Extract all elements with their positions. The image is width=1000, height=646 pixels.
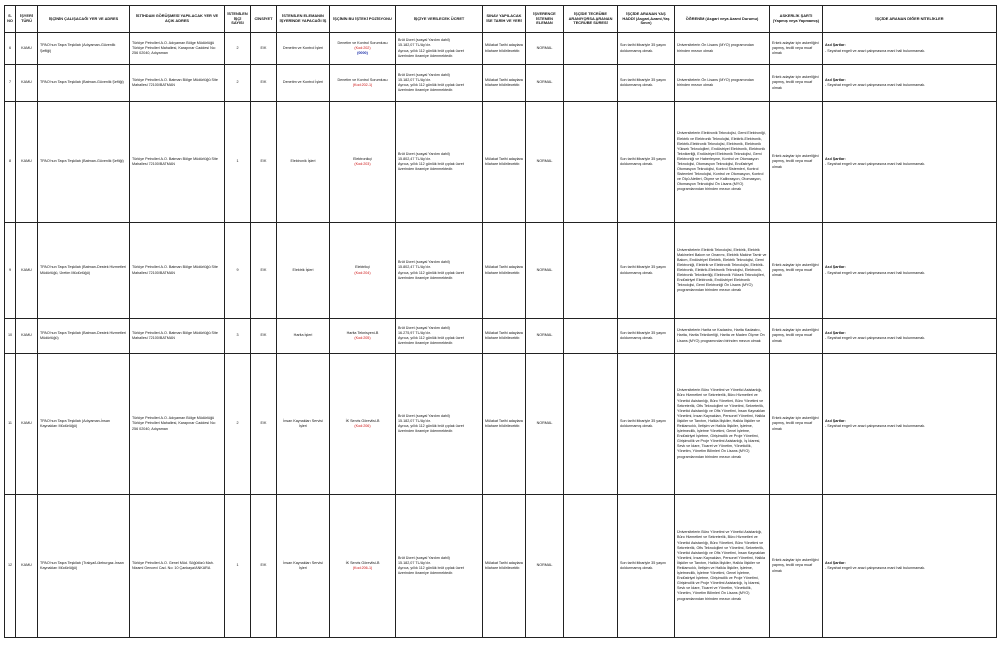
cell-wage (396, 102, 483, 223)
cell-no: 12 (5, 495, 16, 638)
cell-military: Erkek adaylar için askerliğini yapmış, tecilli veya muaf olmak (770, 65, 823, 102)
cell-count: 1 (225, 495, 251, 638)
cell-experience (564, 495, 618, 638)
other-title: Asıl Şartlar: (825, 43, 846, 48)
other-title: Asıl Şartlar: (825, 265, 846, 270)
wage-text: Brüt Ücret (sosyal Yardım dahil) 15.802,47 TL/Ay'dır. Ayrıca, yıllık 112 günlük brüt çıplak ücret üzerinden ikramiye ödenmektedir. (398, 151, 464, 172)
table-row (5, 65, 997, 102)
header-cell-interview: İSTİHDAM GÖRÜŞMESİ YAPILACAK YER VE AÇIK ADRES (130, 6, 225, 33)
wage-text: Brüt Ücret (sosyal Yardım dahil) 15.182,07 TL/Ay'dır. Ayrıca, yıllık 112 günlük brüt çıplak ücret üzerinden ikramiye ödenmektedir. (398, 555, 464, 576)
position-code: (Kod:203) (354, 162, 371, 166)
wage-text: Brüt Ücret (sosyal Yardım dahil) 15.802,47 TL/Ay'dır. Ayrıca, yıllık 112 günlük brüt çıplak ücret üzerinden ikramiye ödenmektedir. (398, 260, 464, 280)
cell-type: KAMU (16, 65, 38, 102)
cell-demand: NORMAL (526, 319, 564, 354)
cell-demand: NORMAL (526, 223, 564, 319)
header-cell-education: ÖĞRENİM (Asgari veya Azami Durumu) (675, 6, 770, 33)
cell-job: Elektronik İşleri (277, 102, 330, 223)
table-row (5, 223, 997, 319)
cell-job: Elektrik İşleri (277, 223, 330, 319)
cell-position (330, 65, 396, 102)
cell-workplace: TPAO'nun Taşra Teşkilatı (Trakya/Lüleburgaz-İnsan Kaynakları Müdürlüğü) (38, 495, 130, 638)
cell-position (330, 223, 396, 319)
position-code: (Kod:202) (354, 45, 371, 50)
cell-experience (564, 223, 618, 319)
interview-address: Türkiye Petrolleri A.O. Batman Bölge Müdürlüğü Site Mahallesi 72100/BATMAN (132, 77, 218, 87)
cell-age: Son tarihi itibariyle 35 yaşını doldurmamış olmak. (618, 495, 675, 638)
header-cell-exam: SINAV YAPILACAK İSE TARİH VE YERİ (483, 6, 526, 33)
cell-other (823, 102, 997, 223)
cell-type: KAMU (16, 354, 38, 495)
cell-exam: Mülakat Tarihi adaylara bilahare bildirilecektir. (483, 495, 526, 638)
job-listing-table (4, 5, 997, 638)
header-cell-gender: CİNSİYET (251, 6, 277, 33)
position-title: Denetim ve Kontrol Sorumlusu (337, 77, 388, 82)
cell-age: Son tarihi itibariyle 35 yaşını doldurmamış olmak. (618, 65, 675, 102)
interview-address: Türkiye Petrolleri A.O. Batman Bölge Müdürlüğü Site Mahallesi 72100/BATMAN (132, 265, 218, 275)
cell-experience (564, 65, 618, 102)
cell-no: 9 (5, 223, 16, 319)
header-cell-workplace: İŞÇİNİN ÇALIŞACAĞI YER VE ADRES (38, 6, 130, 33)
header-cell-wage: İŞÇİYE VERİLECEK ÜCRET (396, 6, 483, 33)
cell-wage (396, 223, 483, 319)
position-code: (Kod:204) (354, 270, 371, 275)
header-cell-demand: İŞVERENCE İSTENEN ELEMAN (526, 6, 564, 33)
cell-count: 2 (225, 354, 251, 495)
cell-job: Denetim ve Kontrol İşleri (277, 33, 330, 65)
interview-address: Türkiye Petrolleri A.O. Adıyaman Bölge Müdürlüğü Türkiye Petrolleri Mahallesi, Karapınar Caddesi No: 256 02040, Adıyaman (132, 40, 216, 56)
position-title: Denetim ve Kontrol Sorumlusu (337, 40, 388, 45)
cell-military: Erkek adaylar için askerliğini yapmış, tecilli veya muaf olmak (770, 354, 823, 495)
cell-military: Erkek adaylar için askerliğini yapmış, tecilli veya muaf olmak (770, 102, 823, 223)
cell-experience (564, 102, 618, 223)
cell-workplace: TPAO'nun Taşra Teşkilatı (Adıyaman-İnsan Kaynakları Müdürlüğü) (38, 354, 130, 495)
cell-wage (396, 354, 483, 495)
cell-workplace: TPAO'nun Taşra Teşkilatı (Batman-Destek Hizmetleri Müdürlüğü) (38, 319, 130, 354)
table-row (5, 33, 997, 65)
cell-workplace: TPAO'nun Taşra Teşkilatı (Batman-Güvenlik Şefliği) (38, 102, 130, 223)
cell-education: Üniversitelerin Ön Lisans (MYO) programından birinden mezun olmak (675, 65, 770, 102)
cell-military: Erkek adaylar için askerliğini yapmış, tecilli veya muaf olmak (770, 33, 823, 65)
cell-exam: Mülakat Tarihi adaylara bilahare bildirilecektir. (483, 65, 526, 102)
wage-text: Brüt Ücret (sosyal Yardım dahil) 15.182,07 TL/Ay'dır. Ayrıca, yıllık 112 günlük brüt çıplak ücret üzerinden ikramiye ödenmektedir. (398, 413, 464, 434)
cell-gender: E/K (251, 33, 277, 65)
cell-no: 11 (5, 354, 16, 495)
cell-interview (130, 223, 225, 319)
position-code: (Kod:205) (354, 336, 371, 340)
header-cell-other: İŞÇİDE ARANAN DİĞER NİTELİKLER (823, 6, 997, 33)
table-row (5, 354, 997, 495)
cell-workplace: TPAO'nun Taşra Teşkilatı (Batman-Destek Hizmetleri Müdürlüğü, Üretim Müdürlüğü) (38, 223, 130, 319)
cell-education: Üniversitelerin Elektrik Teknolojisi, Elektrik, Elektrik Makineleri Bakım ve Onarımı, Elektrik Makine Tamir ve Bakım, Endüstriyel Elektrik, Elektrik Teknolojisi, Gemi Elektroniği, Elektrik ve Elektronik Teknolojisi, Elektrik-Elektronik, Elektrik-Elektronik Teknolojisi, Elektronik, Elektronik Teknikerliği, Elektronik Yüksek Teknolojileri, Endüstriyel Elektronik, Endüstriyel Elektronik Teknolojisi, Gemi Elektroniği Ön Lisans (MYO) programlarından birinden mezun olmak (675, 223, 770, 319)
cell-gender: E/K (251, 65, 277, 102)
position-title: İK Servis Görevlisi-B (345, 560, 380, 565)
cell-exam: Mülakat Tarihi adaylara bilahare bildirilecektir. (483, 33, 526, 65)
cell-no: 10 (5, 319, 16, 354)
wage-text: Brüt Ücret (sosyal Yardım dahil) 16.275,97 TL/Ay'dır. Ayrıca, yıllık 112 günlük brüt çıplak ücret üzerinden ikramiye ödenmektedir. (398, 325, 464, 346)
cell-experience (564, 354, 618, 495)
cell-age: Son tarihi itibariyle 35 yaşını doldurmamış olmak. (618, 33, 675, 65)
other-text: - Seyahat engeli ve arazi çalışmasına mani hali bulunmamak. (825, 336, 926, 340)
cell-gender: E/K (251, 102, 277, 223)
cell-age: Son tarihi itibariyle 35 yaşını doldurmamış olmak. (618, 354, 675, 495)
cell-job: İnsan Kaynakları Servisi İşleri (277, 354, 330, 495)
table-row (5, 319, 997, 354)
cell-position (330, 33, 396, 65)
table-row (5, 102, 997, 223)
cell-count: 2 (225, 65, 251, 102)
header-cell-type: İŞYERİ TÜRÜ (16, 6, 38, 33)
table-row (5, 495, 997, 638)
cell-position (330, 319, 396, 354)
cell-type: KAMU (16, 33, 38, 65)
cell-type: KAMU (16, 495, 38, 638)
cell-education: Üniversitelerin Harita ve Kadastro, Harita Kadastro, Harita, Harita Teknikerliği, Harita ve Maden Ölçme Ön Lisans (MYO) programından birinden mezun olmak (675, 319, 770, 354)
position-title: Elektrikçi (355, 265, 370, 270)
position-title: İK Servis Görevlisi-B (345, 418, 380, 423)
cell-no: 7 (5, 65, 16, 102)
other-text: - Seyahat engeli ve arazi çalışmasına mani hali bulunmamak. (825, 48, 926, 53)
cell-education: Üniversitelerin Büro Yönetimi ve Yönetici Asistanlığı, Büro Hizmetleri ve Sekreterlik, Büro Hizmetleri ve Yönetici Asistanlığı, Büro Yönetimi, Büro Yönetimi ve Sekreterlik, Ofis Teknolojileri ve Yönetimi, Sekreterlik, Yönetici Asistanlığı ve Ofis Yönetimi, İnsan Kaynakları Yönetimi, İnsan Kaynakları, Personel Yönetimi, Halkla İlişkiler ve Tanıtım, Halkla İlişkiler, Halkla İlişkiler ve Reklamcılık, İletişim ve Halkla İlişkiler, İşletme, İşletmecilik, İşletme Yönetimi, Genel İşletme, Endüstriyel İşletme, Girişimcilik ve Proje Yönetimi, Girişimcilik ve Proje Yönetimi Asistanlığı, İş İdaresi, Sevk ve İdare, Ticaret ve Yönetim, Yöneticilik, Yönetim, Yönetim Bilimleri Ön Lisans (MYO) programlarından birinden mezun olmak (675, 495, 770, 638)
cell-count: 1 (225, 102, 251, 223)
other-text: - Seyahat engeli ve arazi çalışmasına mani hali bulunmamak. (825, 566, 926, 570)
cell-experience (564, 319, 618, 354)
header-cell-military: ASKERLİK ŞARTI (Yapmış veya Yapmamış) (770, 6, 823, 33)
interview-address: Türkiye Petrolleri A.O. Batman Bölge Müdürlüğü Site Mahallesi 72100/BATMAN (132, 330, 218, 340)
cell-wage (396, 495, 483, 638)
cell-exam: Mülakat Tarihi adaylara bilahare bildirilecektir. (483, 223, 526, 319)
cell-exam: Mülakat Tarihi adaylara bilahare bildirilecektir. (483, 319, 526, 354)
cell-count: 9 (225, 223, 251, 319)
cell-age: Son tarihi itibariyle 35 yaşını doldurmamış olmak. (618, 223, 675, 319)
cell-job: İnsan Kaynakları Servisi İşleri (277, 495, 330, 638)
cell-type: KAMU (16, 223, 38, 319)
other-title: Asıl Şartlar: (825, 560, 846, 565)
cell-workplace: TPAO'nun Taşra Teşkilatı (Batman-Güvenlik Şefliği) (38, 65, 130, 102)
cell-count: 3 (225, 319, 251, 354)
cell-interview (130, 495, 225, 638)
position-title: Harita Teknisyeni-B (346, 330, 379, 335)
cell-experience (564, 33, 618, 65)
cell-military: Erkek adaylar için askerliğini yapmış, tecilli veya muaf olmak (770, 223, 823, 319)
cell-count: 2 (225, 33, 251, 65)
interview-address: Türkiye Petrolleri A.O. Genel Müd. Söğütözü Mah. Nizami Gencevi Cad. No: 10 Çankaya/ANKARA (132, 560, 214, 570)
cell-education: Üniversitelerin Ön Lisans (MYO) programından birinden mezun olmak (675, 33, 770, 65)
cell-interview (130, 354, 225, 495)
cell-interview (130, 319, 225, 354)
position-code: (Kod:202-1) (352, 83, 373, 87)
position-title: Elektronikçi (353, 156, 372, 161)
cell-type: KAMU (16, 319, 38, 354)
cell-other (823, 354, 997, 495)
wage-text: Brüt Ücret (sosyal Yardım dahil) 15.182,07 TL/Ay'dır. Ayrıca, yıllık 112 günlük brüt çıplak ücret üzerinden ikramiye ödenmektedir. (398, 72, 464, 93)
cell-demand: NORMAL (526, 102, 564, 223)
cell-education: Üniversitelerin Elektronik Teknolojisi, Gemi Elektroniği, Elektrik ve Elektronik Teknolojisi, Elektrik-Elektronik, Elektrik-Elektronik Teknolojisi, Elektronik, Elektronik Yüksek Teknolojileri, Endüstriyel Elektronik, Elektronik Teknikerliği, Endüstriyel Elektronik Teknolojisi, Gemi Elektroniği ve Haberleşme, Kontrol ve Otomasyon Teknolojisi, Otomasyon Teknolojisi, Endüstriyel Otomasyon Teknolojisi, Kontrol Sistemleri, Kontrol Sistemleri Teknolojisi, Kontrol ve Otomasyon, Kontrol ve Ölçü Aletleri, Ölçme ve Kalibrasyon, Otomasyon, Otomasyon Teknolojisi Ön Lisans (MYO) programlarından birinden mezun olmak (675, 102, 770, 223)
cell-other (823, 495, 997, 638)
cell-workplace: TPAO'nun Taşra Teşkilatı (Adıyaman-Güvenlik Şefliği) (38, 33, 130, 65)
cell-wage (396, 33, 483, 65)
other-title: Asıl Şartlar: (825, 330, 846, 335)
position-code: (Kod:206-1) (352, 566, 373, 570)
cell-gender: E/K (251, 354, 277, 495)
cell-position (330, 495, 396, 638)
other-title: Asıl Şartlar: (825, 156, 846, 161)
other-title: Asıl Şartlar: (825, 77, 846, 82)
header-cell-age: İŞÇİDE ARANAN YAŞ HADDİ (Asgari,Azami,Yaş Sınırı) (618, 6, 675, 33)
cell-demand: NORMAL (526, 495, 564, 638)
header-cell-experience: İŞÇİDE TECRÜBE ARANIYORSA ARANAN TECRÜBE SÜRESİ (564, 6, 618, 33)
cell-demand: NORMAL (526, 65, 564, 102)
header-cell-job: İSTENİLEN ELEMANIN İŞYERİNDE YAPACAĞI İŞ (277, 6, 330, 33)
cell-wage (396, 65, 483, 102)
cell-other (823, 65, 997, 102)
cell-age: Son tarihi itibariyle 35 yaşını doldurmamış olmak. (618, 102, 675, 223)
cell-job: Denetim ve Kontrol İşleri (277, 65, 330, 102)
cell-position (330, 102, 396, 223)
cell-demand: NORMAL (526, 33, 564, 65)
cell-gender: E/K (251, 319, 277, 354)
interview-address: Türkiye Petrolleri A.O. Batman Bölge Müdürlüğü Site Mahallesi 72100/BATMAN (132, 156, 218, 166)
cell-other (823, 223, 997, 319)
cell-job: Harita İşleri (277, 319, 330, 354)
cell-demand: NORMAL (526, 354, 564, 495)
cell-exam: Mülakat Tarihi adaylara bilahare bildirilecektir. (483, 102, 526, 223)
cell-no: 8 (5, 102, 16, 223)
header-row (5, 6, 997, 33)
cell-interview (130, 65, 225, 102)
cell-military: Erkek adaylar için askerliğini yapmış, tecilli veya muaf olmak (770, 495, 823, 638)
cell-education: Üniversitelerin Büro Yönetimi ve Yönetici Asistanlığı, Büro Hizmetleri ve Sekreterlik, Büro Hizmetleri ve Yönetici Asistanlığı, Büro Yönetimi, Büro Yönetimi ve Sekreterlik, Ofis Teknolojileri ve Yönetimi, Sekreterlik, Yönetici Asistanlığı ve Ofis Yönetimi, İnsan Kaynakları Yönetimi, İnsan Kaynakları, Personel Yönetimi, Halkla İlişkiler ve Tanıtım, Halkla İlişkiler, Halkla İlişkiler ve Reklamcılık, İletişim ve Halkla İlişkiler, İşletme, İşletmecilik, İşletme Yönetimi, Genel İşletme, Endüstriyel İşletme, Girişimcilik ve Proje Yönetimi, Girişimcilik ve Proje Yönetimi Asistanlığı, İş İdaresi, Sevk ve İdare, Ticaret ve Yönetim, Yöneticilik, Yönetim, Yönetim Bilimleri Ön Lisans (MYO) programlarından birinden mezun olmak (675, 354, 770, 495)
cell-interview (130, 102, 225, 223)
other-text: - Seyahat engeli ve arazi çalışmasına mani hali bulunmamak. (825, 424, 926, 428)
table-body (5, 33, 997, 638)
cell-other (823, 319, 997, 354)
cell-other (823, 33, 997, 65)
cell-age: Son tarihi itibariyle 35 yaşını doldurmamış olmak. (618, 319, 675, 354)
position-extra: (0000) (357, 51, 368, 56)
cell-gender: E/K (251, 495, 277, 638)
header-cell-count: İSTENİLEN İŞÇİ SAYISI (225, 6, 251, 33)
position-code: (Kod:206) (354, 424, 371, 428)
cell-interview (130, 33, 225, 65)
cell-no: 6 (5, 33, 16, 65)
header-cell-no: S.NO (5, 6, 16, 33)
cell-exam: Mülakat Tarihi adaylara bilahare bildirilecektir. (483, 354, 526, 495)
cell-type: KAMU (16, 102, 38, 223)
interview-address: Türkiye Petrolleri A.O. Adıyaman Bölge Müdürlüğü Türkiye Petrolleri Mahallesi, Karapınar Caddesi No: 256 02040, Adıyaman (132, 416, 216, 431)
header-cell-position: İŞÇİNİN BU İŞTEKİ POZİSYONU (330, 6, 396, 33)
other-title: Asıl Şartlar: (825, 418, 846, 423)
wage-text: Brüt Ücret (sosyal Yardım dahil) 15.182,07 TL/Ay'dır. Ayrıca, yıllık 112 günlük brüt çıplak ücret üzerinden ikramiye ödenmektedir. (398, 38, 464, 58)
cell-gender: E/K (251, 223, 277, 319)
other-text: - Seyahat engeli ve arazi çalışmasına mani hali bulunmamak. (825, 162, 926, 166)
cell-military: Erkek adaylar için askerliğini yapmış, tecilli veya muaf olmak (770, 319, 823, 354)
other-text: - Seyahat engeli ve arazi çalışmasına mani hali bulunmamak. (825, 83, 926, 87)
other-text: - Seyahat engeli ve arazi çalışmasına mani hali bulunmamak. (825, 270, 926, 275)
cell-wage (396, 319, 483, 354)
cell-position (330, 354, 396, 495)
job-listing-document (4, 5, 996, 638)
